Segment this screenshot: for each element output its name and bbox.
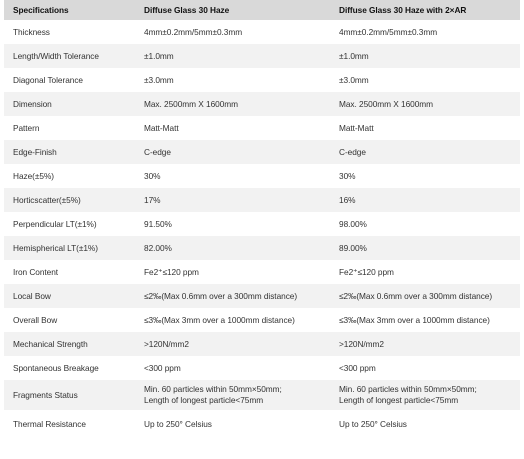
haze30-value: 30% (135, 164, 330, 188)
spec-name: Thickness (4, 20, 135, 44)
haze30-value: 91.50% (135, 212, 330, 236)
haze30-value-line-1: Min. 60 particles within 50mm×50mm; (144, 384, 282, 394)
spec-name: Dimension (4, 92, 135, 116)
haze30-value: 17% (135, 188, 330, 212)
table-row (4, 284, 520, 308)
spec-name: Diagonal Tolerance (4, 68, 135, 92)
spec-name: Perpendicular LT(±1%) (4, 212, 135, 236)
table-row (4, 212, 520, 236)
haze30-ar-value: 98.00% (330, 212, 520, 236)
table-row (4, 410, 520, 437)
header-specifications: Specifications (4, 0, 135, 20)
haze30-value: C-edge (135, 140, 330, 164)
haze30-ar-value: 30% (330, 164, 520, 188)
table-row (4, 236, 520, 260)
haze30-ar-value: <300 ppm (330, 356, 520, 380)
spec-name: Overall Bow (4, 308, 135, 332)
spec-name: Iron Content (4, 260, 135, 284)
haze30-value: Max. 2500mm X 1600mm (135, 92, 330, 116)
spec-name: Edge-Finish (4, 140, 135, 164)
haze30-ar-value: ±1.0mm (330, 44, 520, 68)
haze30-ar-value-line-2: Length of longest particle<75mm (339, 395, 459, 405)
haze30-ar-value (330, 380, 520, 410)
haze30-ar-value: ±3.0mm (330, 68, 520, 92)
haze30-value: ±3.0mm (135, 68, 330, 92)
haze30-ar-value: 16% (330, 188, 520, 212)
spec-name: Fragments Status (4, 380, 135, 410)
spec-name: Pattern (4, 116, 135, 140)
spec-name: Local Bow (4, 284, 135, 308)
table-row (4, 140, 520, 164)
table-row (4, 20, 520, 44)
haze30-value: Up to 250° Celsius (135, 410, 330, 437)
haze30-ar-value: Matt-Matt (330, 116, 520, 140)
spec-name: Hemispherical LT(±1%) (4, 236, 135, 260)
haze30-value (135, 380, 330, 410)
haze30-value: 4mm±0.2mm/5mm±0.3mm (135, 20, 330, 44)
haze30-value: >120N/mm2 (135, 332, 330, 356)
table-row (4, 260, 520, 284)
table-body (4, 20, 520, 437)
haze30-value: 82.00% (135, 236, 330, 260)
spec-name: Length/Width Tolerance (4, 44, 135, 68)
table-row (4, 116, 520, 140)
spec-name: Spontaneous Breakage (4, 356, 135, 380)
haze30-ar-value: 4mm±0.2mm/5mm±0.3mm (330, 20, 520, 44)
specifications-table (4, 0, 520, 437)
haze30-value: ≤2‰(Max 0.6mm over a 300mm distance) (135, 284, 330, 308)
table-row (4, 164, 520, 188)
haze30-ar-value: >120N/mm2 (330, 332, 520, 356)
haze30-ar-value: ≤2‰(Max 0.6mm over a 300mm distance) (330, 284, 520, 308)
haze30-value: Fe2⁺≤120 ppm (135, 260, 330, 284)
spec-name: Horticscatter(±5%) (4, 188, 135, 212)
haze30-ar-value: C-edge (330, 140, 520, 164)
haze30-ar-value: Fe2⁺≤120 ppm (330, 260, 520, 284)
haze30-ar-value-line-1: Min. 60 particles within 50mm×50mm; (339, 384, 477, 394)
haze30-ar-value: ≤3‰(Max 3mm over a 1000mm distance) (330, 308, 520, 332)
spec-name: Thermal Resistance (4, 410, 135, 437)
table-row (4, 356, 520, 380)
haze30-value: ≤3‰(Max 3mm over a 1000mm distance) (135, 308, 330, 332)
table-header (4, 0, 520, 20)
table-row (4, 92, 520, 116)
spec-name: Haze(±5%) (4, 164, 135, 188)
haze30-ar-value: 89.00% (330, 236, 520, 260)
haze30-value: Matt-Matt (135, 116, 330, 140)
haze30-value-line-2: Length of longest particle<75mm (144, 395, 264, 405)
haze30-ar-value: Max. 2500mm X 1600mm (330, 92, 520, 116)
haze30-ar-value: Up to 250° Celsius (330, 410, 520, 437)
header-row (4, 0, 520, 20)
table-row (4, 44, 520, 68)
table-row (4, 68, 520, 92)
haze30-value: ±1.0mm (135, 44, 330, 68)
header-diffuse-glass-30-haze-ar: Diffuse Glass 30 Haze with 2×AR (330, 0, 520, 20)
spec-name: Mechanical Strength (4, 332, 135, 356)
haze30-value: <300 ppm (135, 356, 330, 380)
table-row (4, 332, 520, 356)
header-diffuse-glass-30-haze: Diffuse Glass 30 Haze (135, 0, 330, 20)
table-row (4, 188, 520, 212)
table-row (4, 308, 520, 332)
table-row (4, 380, 520, 410)
